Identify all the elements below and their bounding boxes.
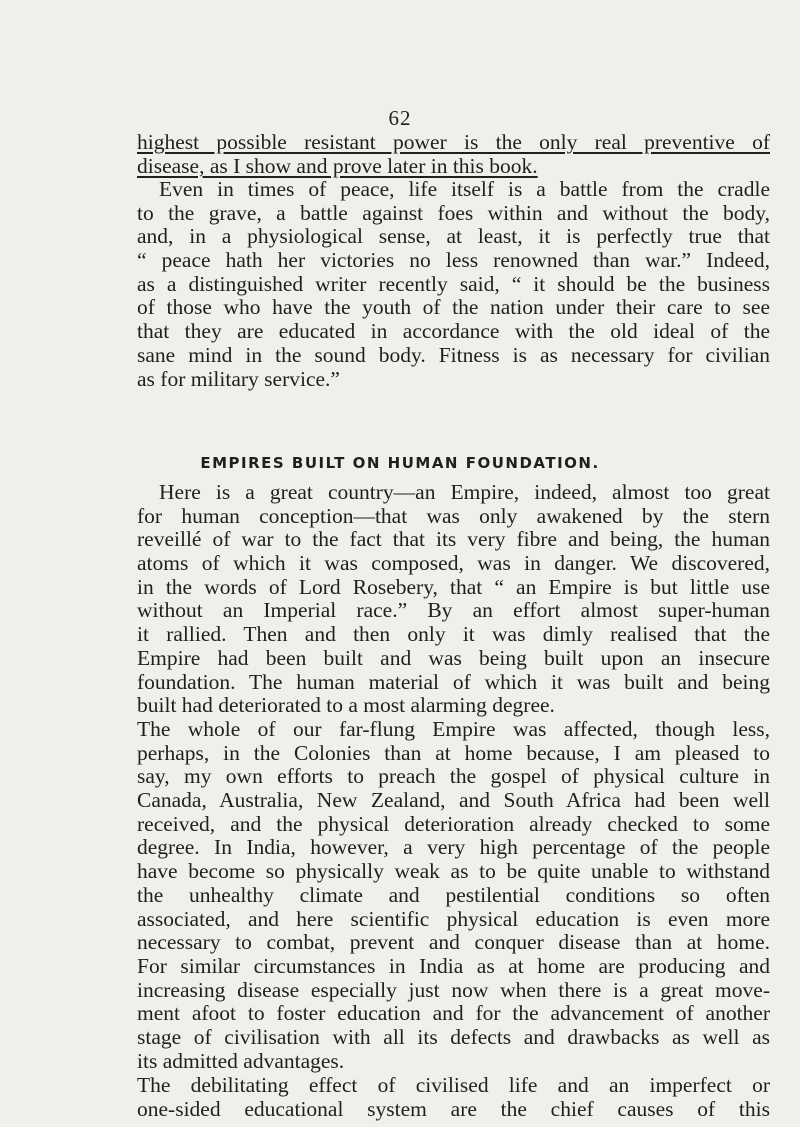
- text-line: disease, as I show and prove later in this book.: [137, 153, 538, 178]
- text-line: Even in times of peace, life itself is a battle from the cradle: [159, 177, 770, 201]
- text-line: built had deteriorated to a most alarming degree.: [137, 693, 555, 718]
- text-line: it rallied. Then and then only it was dimly realised that the: [137, 622, 770, 647]
- paragraph-empire-affected: [137, 718, 770, 1073]
- text-line: stage of civilisation with all its defects and drawbacks as well as: [137, 1024, 770, 1049]
- text-line: received, and the physical deterioration already checked to some: [137, 811, 770, 836]
- text-line: the unhealthy climate and pestilential conditions so often: [137, 882, 770, 907]
- text-line: ment afoot to foster education and for the advancement of another: [137, 1001, 770, 1026]
- text-line: without an Imperial race.” By an effort almost super-human: [137, 598, 770, 623]
- text-line: atoms of which it was composed, was in danger. We discovered,: [137, 551, 770, 576]
- text-line: its admitted advantages.: [137, 1048, 345, 1073]
- text-line: highest possible resistant power is the only real preventive of: [137, 130, 770, 154]
- text-line: for human conception—that was only awakened by the stern: [137, 503, 770, 528]
- text-line: one-sided educational system are the chief causes of this: [137, 1096, 770, 1121]
- text-line: in the words of Lord Rosebery, that “ an Empire is but little use: [137, 574, 770, 599]
- page-number: 62: [388, 106, 412, 130]
- paragraph-debilitating-effect: [137, 1074, 770, 1121]
- text-line: necessary to combat, prevent and conquer disease than at home.: [137, 930, 770, 955]
- text-line: increasing disease especially just now when there is a great move-: [137, 977, 770, 1002]
- text-line: foundation. The human material of which it was built and being: [137, 669, 770, 694]
- text-line: say, my own efforts to preach the gospel of physical culture in: [137, 764, 770, 789]
- text-line: Here is a great country—an Empire, indeed, almost too great: [159, 480, 770, 504]
- text-line: as a distinguished writer recently said, “ it should be the business: [137, 271, 770, 296]
- text-line: of those who have the youth of the nation under their care to see: [137, 295, 770, 320]
- text-line: Empire had been built and was being built upon an insecure: [137, 645, 770, 670]
- section-heading: EMPIRES BUILT ON HUMAN FOUNDATION.: [200, 454, 600, 472]
- text-line: reveillé of war to the fact that its very fibre and being, the human: [137, 527, 770, 552]
- text-line: have become so physically weak as to be quite unable to withstand: [137, 859, 770, 884]
- text-line: The whole of our far-flung Empire was affected, though less,: [137, 717, 770, 741]
- text-line: sane mind in the sound body. Fitness is as necessary for civilian: [137, 342, 770, 367]
- text-line: degree. In India, however, a very high percentage of the people: [137, 835, 770, 860]
- text-line: to the grave, a battle against foes within and without the body,: [137, 200, 770, 225]
- text-line: Canada, Australia, New Zealand, and South Africa had been well: [137, 788, 770, 813]
- text-line: The debilitating effect of civilised life and an imperfect or: [137, 1073, 770, 1097]
- paragraph-great-country: [137, 481, 770, 718]
- text-line: “ peace hath her victories no less renowned than war.” Indeed,: [137, 248, 770, 273]
- text-line: For similar circumstances in India as at home are producing and: [137, 953, 770, 978]
- text-line: as for military service.”: [137, 366, 340, 391]
- text-line: that they are educated in accordance with the old ideal of the: [137, 319, 770, 344]
- text-line: and, in a physiological sense, at least, it is perfectly true that: [137, 224, 770, 249]
- text-line: perhaps, in the Colonies than at home because, I am pleased to: [137, 740, 770, 765]
- text-line: associated, and here scientific physical education is even more: [137, 906, 770, 931]
- paragraph-peace-battle: [137, 178, 770, 391]
- intro-text: [137, 131, 770, 178]
